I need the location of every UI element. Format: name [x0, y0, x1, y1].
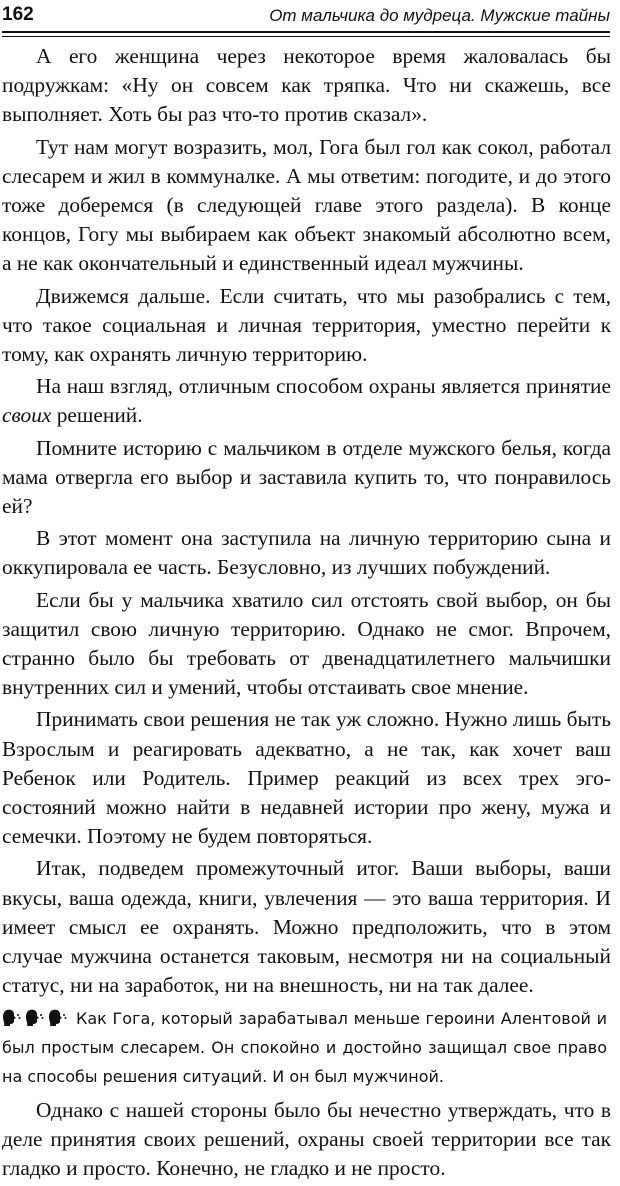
paragraph: Принимать свои решения не так уж сложно. Нужно лишь быть Взрослым и реагировать адекватно, а не так, как хочет ваш Ребенок или Родитель. Пример реакций из всех трех эго-состояний можно найти в недавней истории про жену, мужа и семечки. Поэтому не будем повторяться. [2, 707, 611, 849]
side-note [2, 1004, 611, 1091]
paragraph: В этот момент она заступила на личную территорию сына и оккупировала ее часть. Безусловно, из лучших побуждений. [2, 526, 611, 580]
page-number: 162 [2, 4, 34, 25]
paragraph: Движемся дальше. Если считать, что мы разобрались с тем, что такое социальная и личная территория, уместно перейти к тому, как охранять личную территорию. [2, 283, 611, 367]
paragraph: Тут нам могут возразить, мол, Гога был гол как сокол, работал слесарем и жил в коммуналке. А мы ответим: погодите, и до этого тоже доберемся (в следующей главе этого раздела). В конце концов, Гогу мы выбираем как объект знакомый абсолютно всем, а не как окончательный и единственный идеал мужчины. [2, 134, 611, 276]
header-rule-thin [2, 36, 610, 37]
talking-heads-icon [2, 1009, 68, 1027]
paragraph [2, 372, 611, 430]
paragraph: Итак, подведем промежуточный итог. Ваши выборы, ваши вкусы, ваша одежда, книги, увлечения — это ваша территория. И имеет смысл ее охранять. Можно предположить, что в этом случае мужчина останется таковым, несмотря ни на социальный статус, ни на заработок, ни на внешность, ни на так далее. [2, 856, 611, 998]
paragraph-text: решений. [51, 403, 143, 428]
body-text [2, 42, 611, 1186]
header-rule-thick [2, 31, 610, 33]
paragraph-text: На наш взгляд, отличным способом охраны является принятие [36, 374, 611, 399]
paragraph: А его женщина через некоторое время жаловалась бы подружкам: «Ну он совсем как тряпка. Что ни скажешь, все выполняет. Хоть бы раз что-то против сказал». [2, 44, 611, 127]
page-header [2, 0, 610, 26]
talking-head-icon [48, 1009, 68, 1027]
note-text: Как Гога, который зарабатывал меньше героини Алентовой и был простым слесарем. Он спокойно и достойно защищал свое право на способы решения ситуаций. И он был мужчиной. [2, 1008, 607, 1086]
paragraph: Если бы у мальчика хватило сил отстоять свой выбор, он бы защитил свою личную территорию. Однако не смог. Впрочем, странно было бы требовать от двенадцатилетнего мальчишки внутренних сил и умений, чтобы отстаивать свое мнение. [2, 587, 611, 700]
closing-paragraph: Однако с нашей стороны было бы нечестно утверждать, что в деле принятия своих решений, охраны своей территории все так гладко и просто. Конечно, не гладко и не просто. [2, 1097, 611, 1180]
paragraph: Помните историю с мальчиком в отделе мужского белья, когда мама отвергла его выбор и заставила купить то, что понравилось ей? [2, 435, 611, 519]
talking-head-icon [2, 1009, 22, 1027]
running-title: От мальчика до мудреца. Мужские тайны [269, 6, 610, 25]
talking-head-icon [25, 1009, 45, 1027]
emphasis-text: своих [2, 403, 52, 428]
